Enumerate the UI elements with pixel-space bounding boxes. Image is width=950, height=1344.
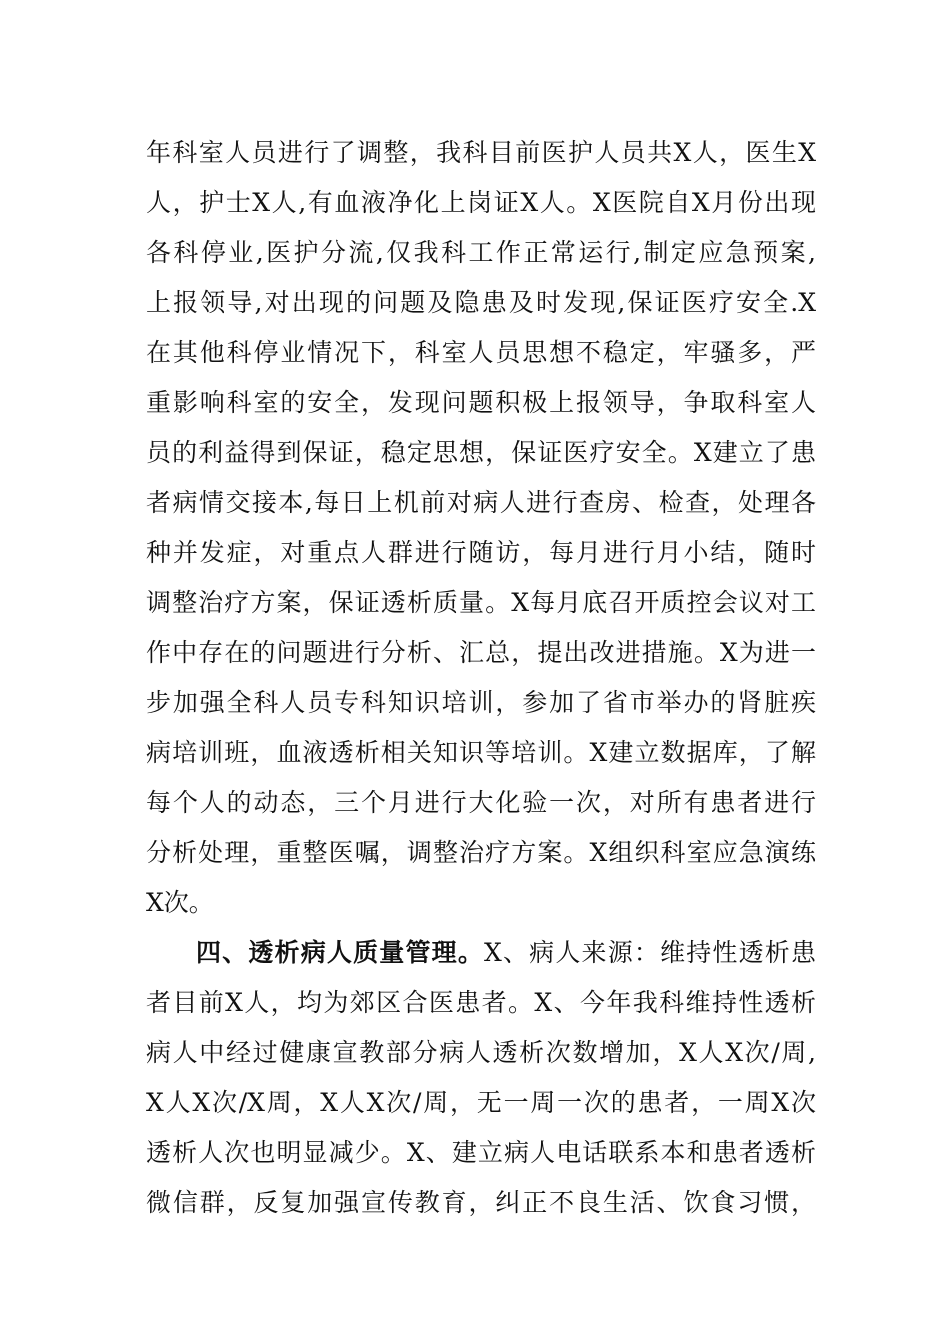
- paragraph-line: 每个人的动态，三个月进行大化验一次，对所有患者进行: [146, 788, 816, 817]
- section-first-line-text: X、病人来源：维持性透析患: [484, 938, 816, 967]
- paragraph-line: 步加强全科人员专科知识培训，参加了省市举办的肾脏疾: [146, 688, 816, 717]
- paragraph-line: 微信群，反复加强宣传教育，纠正不良生活、饮食习惯，: [146, 1188, 816, 1217]
- paragraph-line: 重影响科室的安全，发现问题积极上报领导，争取科室人: [146, 388, 816, 417]
- paragraph-line: 分析处理，重整医嘱，调整治疗方案。X组织科室应急演练: [146, 838, 816, 867]
- paragraph-line: 各科停业,医护分流,仅我科工作正常运行,制定应急预案,: [146, 238, 816, 267]
- section-first-line: [196, 928, 816, 978]
- paragraph-line: 员的利益得到保证，稳定思想，保证医疗安全。X建立了患: [146, 438, 816, 467]
- paragraph-line: 人，护士X人,有血液净化上岗证X人。X医院自X月份出现: [146, 188, 816, 217]
- paragraph-line: 在其他科停业情况下，科室人员思想不稳定，牢骚多，严: [146, 338, 816, 367]
- paragraph-line: 调整治疗方案，保证透析质量。X每月底召开质控会议对工: [146, 588, 816, 617]
- paragraph-line: 者目前X人，均为郊区合医患者。X、今年我科维持性透析: [146, 988, 816, 1017]
- paragraph-line: 病人中经过健康宣教部分病人透析次数增加，X人X次/周,: [146, 1038, 816, 1067]
- paragraph-line: 作中存在的问题进行分析、汇总，提出改进措施。X为进一: [146, 638, 816, 667]
- paragraph-line: X次。: [146, 888, 214, 917]
- paragraph-line: 年科室人员进行了调整，我科目前医护人员共X人，医生X: [146, 138, 816, 167]
- paragraph-line: 透析人次也明显减少。X、建立病人电话联系本和患者透析: [146, 1138, 816, 1167]
- paragraph-line: X人X次/X周，X人X次/周，无一周一次的患者，一周X次: [146, 1088, 816, 1117]
- paragraph-line: 病培训班，血液透析相关知识等培训。X建立数据库，了解: [146, 738, 816, 767]
- section-heading: 四、透析病人质量管理。: [196, 938, 484, 967]
- paragraph-line: 上报领导,对出现的问题及隐患及时发现,保证医疗安全.X: [146, 288, 816, 317]
- paragraph-line: 者病情交接本,每日上机前对病人进行查房、检查，处理各: [146, 488, 816, 517]
- paragraph-line: 种并发症，对重点人群进行随访，每月进行月小结，随时: [146, 538, 816, 567]
